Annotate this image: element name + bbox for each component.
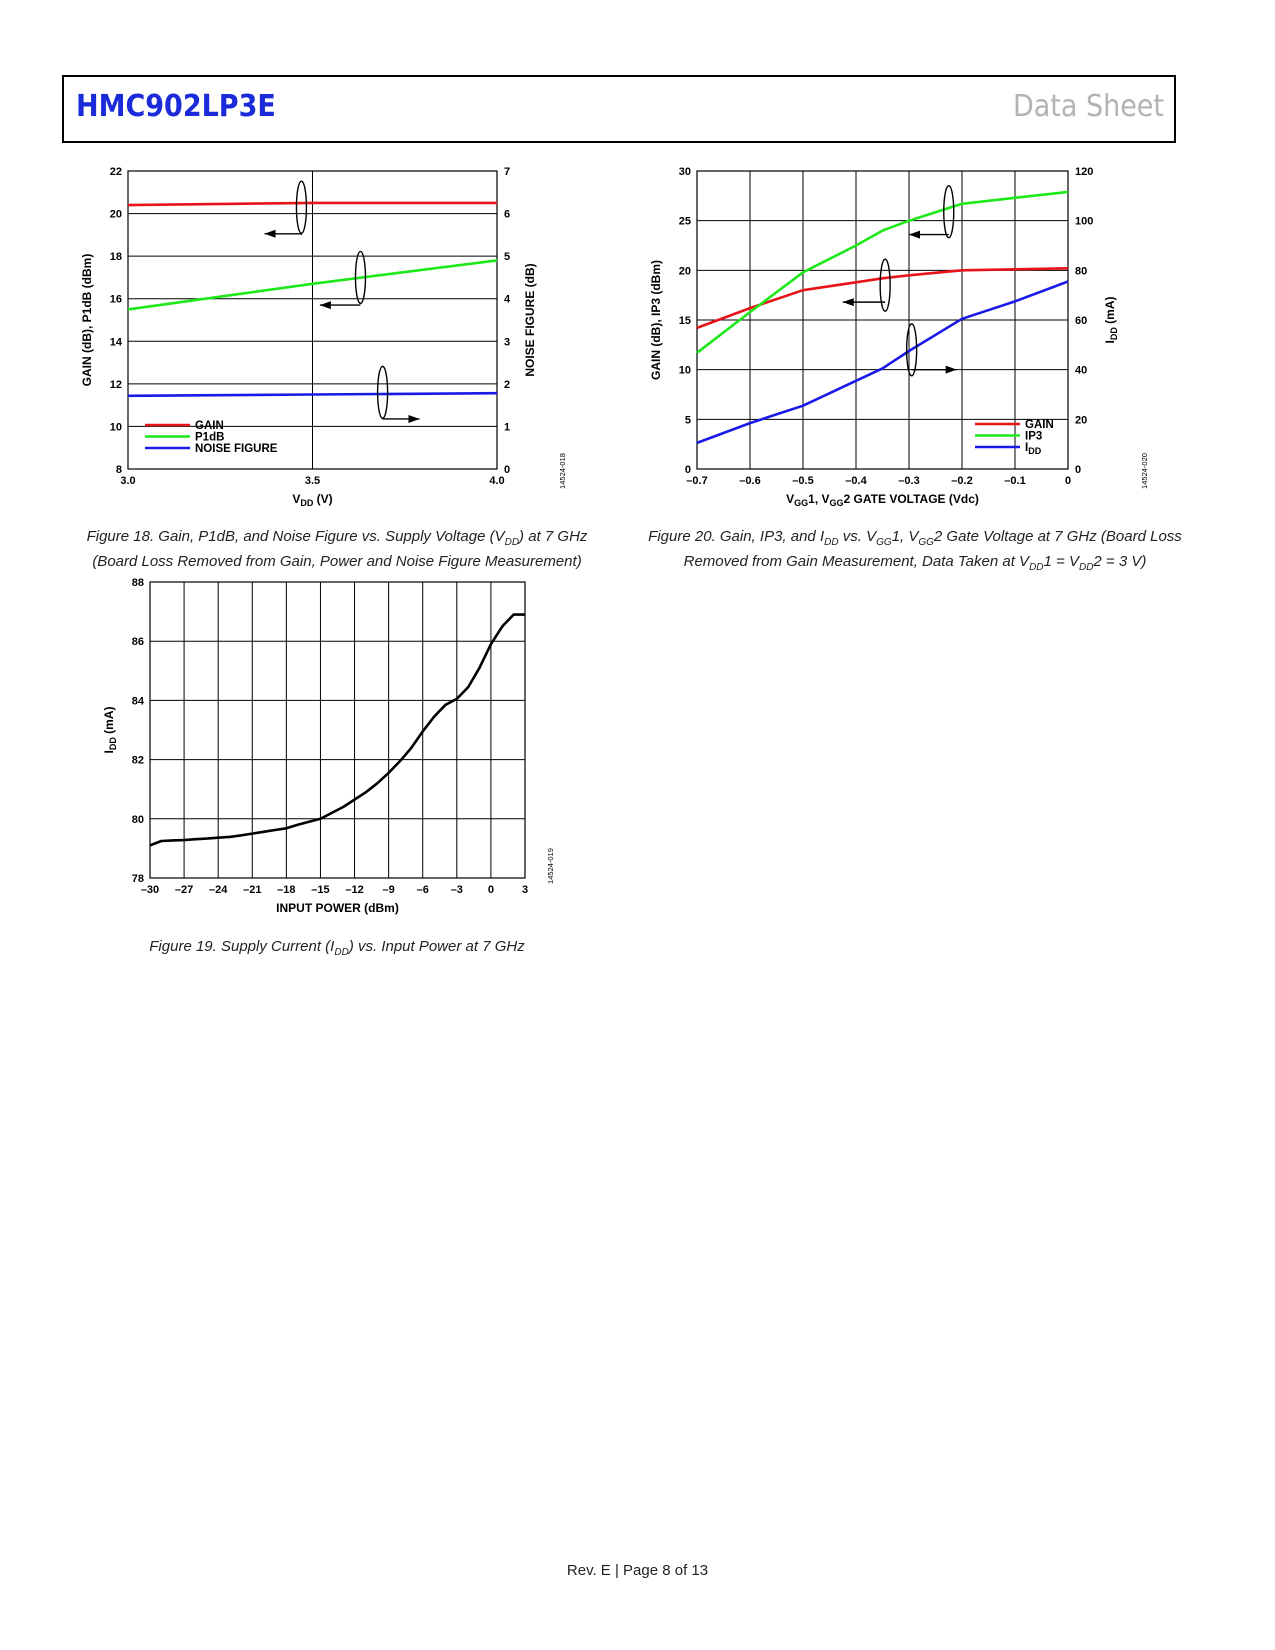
y-axis-label-part: (mA) bbox=[102, 706, 116, 738]
x-tick-label-part: –15 bbox=[311, 884, 330, 896]
y2-tick-label-part: 3 bbox=[504, 336, 511, 349]
y-tick-label bbox=[110, 209, 122, 221]
caption-sub: DD bbox=[504, 537, 520, 548]
legend-entry-part: GAIN bbox=[195, 420, 224, 432]
series-line-p1db bbox=[128, 260, 497, 309]
page-footer: Rev. E | Page 8 of 13 bbox=[566, 1562, 709, 1579]
x-axis-label-part: INPUT POWER (dBm) bbox=[276, 901, 399, 915]
y-tick-label bbox=[116, 464, 122, 476]
x-tick-label-part: –18 bbox=[277, 884, 296, 896]
x-tick-label bbox=[141, 884, 159, 896]
x-axis-label-part: DD bbox=[300, 498, 314, 508]
y2-tick-label bbox=[1075, 414, 1087, 426]
x-tick-label-part: 3.0 bbox=[120, 475, 136, 487]
y2-tick-label bbox=[1075, 265, 1087, 277]
x-axis-label-part: GG bbox=[794, 498, 809, 508]
legend-entry-part: P1dB bbox=[195, 431, 225, 444]
x-tick-label bbox=[120, 475, 135, 487]
x-tick-label-part: –0.7 bbox=[686, 475, 708, 487]
y2-tick-label bbox=[1075, 464, 1081, 476]
plot-frame bbox=[150, 582, 525, 878]
y2-tick-label-part: 120 bbox=[1075, 166, 1094, 178]
y2-axis-label-part: NOISE FIGURE (dB) bbox=[523, 263, 537, 377]
legend-entry-part: GAIN bbox=[1025, 419, 1054, 431]
annotation-ellipse-gain bbox=[880, 259, 890, 311]
y-tick-label-part: 10 bbox=[109, 421, 122, 434]
y-tick-label bbox=[132, 814, 144, 826]
y2-tick-label-part: 20 bbox=[1075, 414, 1088, 427]
caption-sub: DD bbox=[334, 947, 349, 958]
y-tick-label-part: 30 bbox=[678, 166, 691, 178]
y2-tick-label bbox=[504, 421, 510, 433]
x-tick-label-part: 0 bbox=[487, 884, 494, 896]
legend-entry-part: DD bbox=[1028, 446, 1042, 456]
x-tick-label bbox=[488, 884, 494, 896]
y-axis-label-part: DD bbox=[108, 737, 118, 751]
x-tick-label bbox=[522, 884, 528, 896]
x-tick-label bbox=[1004, 475, 1025, 487]
y2-axis-label bbox=[1103, 296, 1119, 343]
legend-entry bbox=[195, 420, 224, 432]
y-tick-label-part: 8 bbox=[115, 464, 122, 476]
figure-19-caption bbox=[62, 937, 612, 962]
series-line-i bbox=[697, 282, 1068, 443]
y-tick-label-part: 18 bbox=[109, 251, 122, 264]
y-tick-label bbox=[132, 873, 144, 885]
annotation-arrow-p1db-head bbox=[320, 301, 331, 309]
x-axis-label-part: V bbox=[292, 492, 301, 506]
y-tick-label-part: 5 bbox=[684, 414, 691, 427]
y2-tick-label bbox=[504, 251, 510, 263]
figure-code-part: 14524-019 bbox=[546, 848, 555, 884]
x-tick-label-part: –0.6 bbox=[739, 475, 761, 487]
caption-text: vs. V bbox=[838, 528, 877, 545]
y-tick-label-part: 12 bbox=[109, 378, 122, 391]
y2-tick-label bbox=[504, 166, 510, 178]
x-tick-label-part: –0.1 bbox=[1004, 475, 1026, 487]
legend-entry-part: NOISE FIGURE bbox=[195, 443, 278, 455]
plot-frame bbox=[697, 171, 1068, 469]
caption-text: 1, V bbox=[891, 528, 919, 545]
x-axis-label-part: V bbox=[786, 492, 795, 506]
y-tick-label bbox=[679, 265, 691, 277]
x-tick-label bbox=[739, 475, 760, 487]
y-tick-label-part: 20 bbox=[678, 265, 691, 278]
x-tick-label-part: –3 bbox=[450, 884, 463, 896]
caption-text: Figure 20. Gain, IP3, and I bbox=[648, 528, 825, 545]
caption-text: ) vs. Input Power at 7 GHz bbox=[348, 938, 525, 955]
y-tick-label-part: 25 bbox=[678, 215, 691, 228]
x-tick-label-part: –9 bbox=[382, 884, 395, 896]
figure-20-caption bbox=[640, 527, 1190, 577]
x-tick-label bbox=[1065, 475, 1071, 487]
x-tick-label-part: 3 bbox=[521, 884, 529, 896]
y2-tick-label bbox=[1075, 365, 1087, 377]
annotation-arrow-nf-head bbox=[409, 415, 420, 423]
caption-sub: GG bbox=[876, 537, 892, 548]
figure-code-part: 14524-018 bbox=[558, 453, 567, 489]
y2-tick-label bbox=[1075, 315, 1087, 327]
annotation-ellipse-gain bbox=[296, 181, 306, 233]
y-tick-label bbox=[132, 755, 144, 767]
y2-tick-label bbox=[504, 294, 511, 306]
x-axis-label-part: 2 GATE VOLTAGE (Vdc) bbox=[843, 492, 979, 506]
legend-entry bbox=[195, 432, 224, 444]
x-tick-label bbox=[305, 475, 320, 487]
x-axis-label bbox=[292, 492, 332, 508]
x-tick-label bbox=[209, 884, 228, 896]
series-line-gain bbox=[128, 203, 497, 205]
x-tick-label bbox=[243, 884, 261, 896]
figure-code-part: 14524-020 bbox=[1140, 453, 1149, 489]
figure-code bbox=[558, 453, 567, 489]
y-tick-label-part: 0 bbox=[684, 464, 691, 476]
plot-frame bbox=[128, 171, 497, 469]
series-line-ip3 bbox=[697, 192, 1068, 353]
annotation-ellipse-ip3 bbox=[944, 186, 954, 238]
annotation-ellipse-nf bbox=[378, 366, 388, 418]
caption-sub: DD bbox=[824, 537, 839, 548]
y-tick-label bbox=[132, 695, 145, 707]
series-line-noise-figure bbox=[128, 393, 497, 396]
caption-text: 1 = V bbox=[1043, 553, 1079, 570]
caption-text: Figure 19. Supply Current (I bbox=[149, 938, 335, 955]
x-tick-label bbox=[898, 475, 919, 487]
x-tick-label-part: –0.4 bbox=[845, 475, 867, 487]
y-tick-label bbox=[110, 166, 122, 178]
y-tick-label-part: 16 bbox=[109, 293, 122, 306]
y2-tick-label-part: 100 bbox=[1075, 215, 1094, 228]
x-tick-label-part: –21 bbox=[243, 884, 262, 896]
caption-text: 2 Gate Voltage at 7 GHz (Board Loss bbox=[933, 528, 1182, 545]
y-tick-label-part: 78 bbox=[131, 873, 144, 885]
caption-text: (Board Loss Removed from Gain, Power and Noise Figure Measurement) bbox=[92, 553, 582, 570]
y-tick-label bbox=[110, 379, 122, 391]
x-tick-label-part: –30 bbox=[140, 884, 160, 896]
caption-text: 2 = 3 V) bbox=[1093, 553, 1147, 570]
y2-axis-label-part: DD bbox=[1109, 327, 1119, 341]
y-tick-label-part: 84 bbox=[131, 695, 144, 708]
series-line-gain bbox=[697, 268, 1068, 328]
x-tick-label-part: –27 bbox=[174, 884, 194, 896]
legend-entry bbox=[195, 443, 278, 455]
y2-tick-label-part: 80 bbox=[1075, 265, 1088, 278]
x-axis-label bbox=[786, 492, 979, 508]
y2-axis-label-part: (mA) bbox=[1103, 296, 1117, 328]
y-tick-label-part: 80 bbox=[131, 813, 144, 826]
annotation-arrow-gain-head bbox=[843, 298, 854, 306]
part-number: HMC902LP3E bbox=[76, 89, 276, 124]
y-axis-label bbox=[80, 254, 94, 387]
figure-code bbox=[1140, 453, 1149, 489]
y2-tick-label-part: 2 bbox=[504, 378, 511, 391]
x-tick-label-part: 3.5 bbox=[304, 475, 321, 487]
y-tick-label bbox=[110, 336, 123, 348]
x-tick-label bbox=[686, 475, 707, 487]
x-tick-label bbox=[489, 475, 504, 487]
y-tick-label-part: 86 bbox=[131, 636, 144, 649]
x-tick-label bbox=[383, 884, 395, 896]
x-tick-label-part: –0.3 bbox=[898, 475, 920, 487]
caption-text: Figure 18. Gain, P1dB, and Noise Figure vs. Supply Voltage (V bbox=[86, 528, 505, 545]
x-axis-label-part: 1, V bbox=[808, 492, 830, 506]
x-tick-label bbox=[417, 884, 429, 896]
x-tick-label-part: –0.5 bbox=[792, 475, 814, 487]
y2-tick-label-part: 40 bbox=[1075, 364, 1088, 377]
x-tick-label bbox=[277, 884, 295, 896]
y2-tick-label-part: 5 bbox=[504, 251, 511, 264]
annotation-arrow-idd-head bbox=[946, 366, 957, 374]
y2-axis-label bbox=[523, 263, 537, 376]
y-axis-label bbox=[102, 706, 118, 753]
y-tick-label bbox=[110, 251, 122, 263]
y-tick-label bbox=[679, 365, 691, 377]
legend-entry bbox=[1025, 442, 1042, 456]
caption-text: ) at 7 GHz bbox=[519, 528, 588, 545]
x-axis-label bbox=[276, 901, 399, 915]
y2-tick-label bbox=[1075, 166, 1093, 178]
x-tick-label-part: –6 bbox=[416, 884, 429, 896]
y-tick-label bbox=[132, 636, 144, 648]
y-tick-label bbox=[110, 294, 122, 306]
caption-sub: DD bbox=[1029, 562, 1044, 573]
x-tick-label bbox=[792, 475, 813, 487]
legend-entry-part: IP3 bbox=[1025, 430, 1043, 443]
caption-sub: GG bbox=[918, 537, 934, 548]
x-tick-label-part: –12 bbox=[345, 884, 364, 896]
annotation-ellipse-idd bbox=[907, 324, 917, 376]
y2-tick-label bbox=[1075, 216, 1093, 228]
y2-tick-label-part: 60 bbox=[1075, 315, 1088, 327]
y2-axis-label-part: I bbox=[1103, 340, 1117, 344]
page-header bbox=[62, 75, 1176, 143]
x-tick-label-part: –0.2 bbox=[951, 475, 973, 487]
y-tick-label-part: 88 bbox=[131, 577, 144, 589]
annotation-arrow-gain-head bbox=[265, 230, 276, 238]
x-tick-label-part: 0 bbox=[1064, 475, 1072, 487]
y2-tick-label bbox=[504, 209, 510, 221]
y-axis-label-part: GAIN (dB), P1dB (dBm) bbox=[80, 253, 94, 387]
y2-tick-label bbox=[504, 336, 510, 348]
x-tick-label bbox=[345, 884, 363, 896]
caption-sub: DD bbox=[1078, 562, 1094, 573]
x-tick-label-part: –24 bbox=[209, 884, 228, 896]
x-tick-label-part: 4.0 bbox=[489, 475, 505, 487]
x-tick-label bbox=[845, 475, 867, 487]
series-line-idd bbox=[150, 615, 525, 846]
x-tick-label bbox=[175, 884, 193, 896]
x-tick-label bbox=[451, 884, 463, 896]
x-axis-label-part: (V) bbox=[313, 492, 333, 506]
document-type: Data Sheet bbox=[1012, 89, 1164, 124]
y2-tick-label-part: 0 bbox=[504, 464, 511, 476]
y-tick-label-part: 10 bbox=[678, 364, 691, 377]
y-axis-label-part: GAIN (dB), IP3 (dBm) bbox=[649, 260, 663, 380]
y-tick-label bbox=[132, 577, 144, 589]
annotation-arrow-ip3-head bbox=[909, 231, 920, 239]
y-tick-label-part: 22 bbox=[109, 166, 122, 178]
y-tick-label-part: 14 bbox=[109, 336, 122, 349]
y-tick-label bbox=[685, 414, 691, 426]
x-axis-label-part: GG bbox=[829, 498, 844, 508]
y-axis-label bbox=[649, 260, 663, 380]
y-axis-label-part: I bbox=[102, 750, 116, 754]
y2-tick-label-part: 4 bbox=[504, 293, 511, 306]
y-tick-label-part: 20 bbox=[109, 208, 122, 221]
y-tick-label bbox=[685, 464, 691, 476]
y-tick-label bbox=[679, 315, 691, 327]
legend-entry bbox=[1025, 431, 1042, 443]
y2-tick-label-part: 0 bbox=[1075, 464, 1082, 476]
legend-entry bbox=[1025, 419, 1054, 431]
x-tick-label bbox=[311, 884, 329, 896]
figure-code bbox=[546, 848, 555, 884]
y-tick-label-part: 15 bbox=[678, 315, 691, 327]
annotation-ellipse-p1db bbox=[355, 251, 365, 303]
y-tick-label bbox=[679, 166, 691, 178]
y2-tick-label bbox=[504, 379, 510, 391]
x-tick-label bbox=[951, 475, 972, 487]
legend-entry-part: I bbox=[1025, 442, 1029, 454]
y-tick-label-part: 82 bbox=[131, 754, 144, 767]
y2-tick-label-part: 1 bbox=[504, 421, 511, 434]
y2-tick-label-part: 6 bbox=[504, 208, 511, 221]
y2-tick-label bbox=[504, 464, 510, 476]
figure-18-caption bbox=[62, 527, 612, 571]
caption-text: Removed from Gain Measurement, Data Taken at V bbox=[683, 553, 1030, 570]
y-tick-label bbox=[110, 421, 122, 433]
y-tick-label bbox=[679, 216, 691, 228]
y2-tick-label-part: 7 bbox=[504, 166, 511, 178]
